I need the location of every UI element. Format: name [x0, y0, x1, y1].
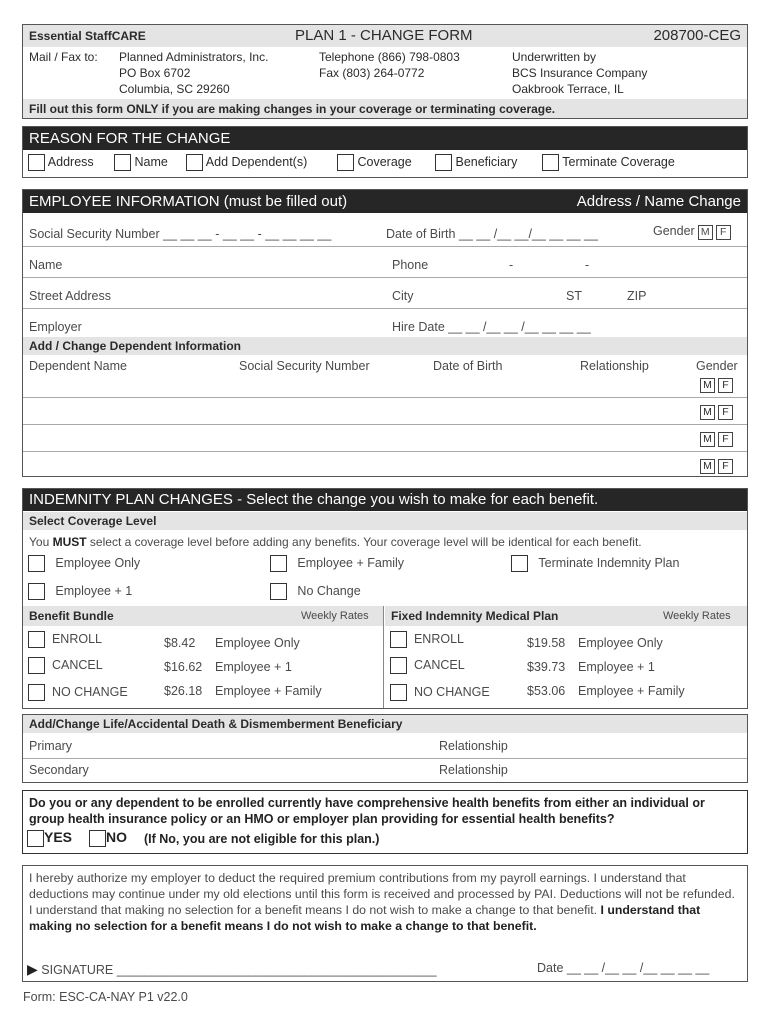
name-checkbox[interactable]: [114, 154, 131, 171]
dependent-row-2-gender: [697, 404, 733, 420]
employee-title: EMPLOYEE INFORMATION (must be filled out): [29, 193, 348, 210]
underwriter-line-2: BCS Insurance Company: [512, 66, 648, 80]
fixed-price-1: $19.58: [527, 636, 566, 650]
reason-option-coverage[interactable]: Coverage: [337, 154, 412, 171]
form-code: 208700-CEG: [653, 27, 741, 44]
dependent-name-header: Dependent Name: [29, 359, 127, 373]
bundle-no-change[interactable]: NO CHANGE: [28, 684, 128, 701]
gender-m-box[interactable]: M: [700, 405, 715, 420]
gender-m-box[interactable]: M: [700, 432, 715, 447]
beneficiary-checkbox[interactable]: [435, 154, 452, 171]
secondary-relationship-field[interactable]: Relationship: [439, 763, 508, 777]
arrow-right-icon: ▶: [27, 961, 38, 977]
form-footer: Form: ESC-CA-NAY P1 v22.0: [23, 990, 188, 1004]
benefit-bundle-title: Benefit Bundle: [29, 609, 114, 623]
gender-m-box[interactable]: M: [698, 225, 713, 240]
bundle-price-2: $16.62: [164, 660, 203, 674]
terminate-plan-checkbox[interactable]: [511, 555, 528, 572]
fixed-tier-3: Employee + Family: [578, 684, 685, 698]
bundle-cancel[interactable]: CANCEL: [28, 657, 103, 674]
state-field[interactable]: ST: [566, 289, 582, 303]
company-name: Essential StaffCARE: [29, 29, 146, 43]
employee-only-checkbox[interactable]: [28, 555, 45, 572]
name-field[interactable]: Name: [29, 258, 63, 272]
primary-relationship-field[interactable]: Relationship: [439, 739, 508, 753]
authorization-section: [22, 865, 748, 982]
dependent-row-divider: [23, 397, 747, 398]
underwriter-line-3: Oakbrook Terrace, IL: [512, 82, 624, 96]
employer-field[interactable]: Employer: [29, 320, 82, 334]
fixed-no-change[interactable]: NO CHANGE: [390, 684, 490, 701]
no-change-checkbox[interactable]: [270, 583, 287, 600]
column-divider: [383, 606, 384, 708]
fixed-no-change-checkbox[interactable]: [390, 684, 407, 701]
dependent-gender-header: Gender: [696, 359, 738, 373]
street-field[interactable]: Street Address: [29, 289, 111, 303]
bundle-no-change-checkbox[interactable]: [28, 684, 45, 701]
ssn-field[interactable]: Social Security Number __ __ __ - __ __ - __ __ __ __: [29, 227, 332, 241]
divider: [23, 758, 747, 759]
reason-option-terminate[interactable]: Terminate Coverage: [542, 154, 675, 171]
primary-field[interactable]: Primary: [29, 739, 73, 753]
add-dependent-checkbox[interactable]: [186, 154, 203, 171]
dependent-row-divider: [23, 451, 747, 452]
dependent-ssn-header: Social Security Number: [239, 359, 370, 373]
phone-line-2: Fax (803) 264-0772: [319, 66, 425, 80]
hire-date-field[interactable]: Hire Date __ __ /__ __ /__ __ __ __: [392, 320, 591, 334]
signature-line[interactable]: ▶ SIGNATURE ______________________________________________: [27, 961, 437, 977]
underwriter-line-1: Underwritten by: [512, 50, 597, 64]
mail-line-2: PO Box 6702: [119, 66, 191, 80]
employee-plus-one-checkbox[interactable]: [28, 583, 45, 600]
employee-family-checkbox[interactable]: [270, 555, 287, 572]
bundle-tier-3: Employee + Family: [215, 684, 322, 698]
dependent-dob-header: Date of Birth: [433, 359, 503, 373]
mail-label: Mail / Fax to:: [29, 50, 98, 64]
phone-dash-2: -: [585, 258, 590, 272]
zip-field[interactable]: ZIP: [627, 289, 647, 303]
coverage-instruction: You MUST select a coverage level before adding any benefits. Your coverage level will be identical for each benefit.: [29, 535, 642, 549]
cov-no-change[interactable]: No Change: [270, 583, 361, 600]
authorization-text: I hereby authorize my employer to deduct the required premium contributions from my payroll earnings. I understand that deductions may continue under my old elections until this form is received and processed by PAI. Deductions will not be refunded. I understand that making no selection for a benefit means I do not wish to make a change to that benefit. I understand that making no selection for a benefit means I do not wish to make a change to that benefit.: [29, 871, 735, 933]
bundle-cancel-checkbox[interactable]: [28, 657, 45, 674]
fixed-plan-rates: Weekly Rates: [663, 610, 731, 622]
mail-line-1: Planned Administrators, Inc.: [119, 50, 269, 64]
terminate-coverage-checkbox[interactable]: [542, 154, 559, 171]
eligibility-note: (If No, you are not eligible for this plan.): [144, 832, 380, 846]
beneficiary-title: Add/Change Life/Accidental Death & Dismemberment Beneficiary: [29, 717, 403, 731]
fixed-plan-title: Fixed Indemnity Medical Plan: [391, 609, 559, 623]
dependent-row-1-gender: [697, 377, 733, 393]
phone-field[interactable]: Phone: [392, 258, 429, 272]
bundle-tier-2: Employee + 1: [215, 660, 292, 674]
reason-section: [22, 126, 748, 178]
fixed-enroll[interactable]: ENROLL: [390, 631, 464, 648]
coverage-level-title: Select Coverage Level: [29, 514, 157, 528]
bundle-price-1: $8.42: [164, 636, 196, 650]
indemnity-section: [22, 488, 748, 709]
dob-field[interactable]: Date of Birth __ __ /__ __/__ __ __ __: [386, 227, 598, 241]
cov-employee-family[interactable]: Employee + Family: [270, 555, 404, 572]
yes-checkbox[interactable]: [27, 830, 44, 847]
cov-employee-plus-one[interactable]: Employee + 1: [28, 583, 132, 600]
reason-title: REASON FOR THE CHANGE: [29, 130, 231, 147]
cov-terminate[interactable]: Terminate Indemnity Plan: [511, 555, 679, 572]
health-question: Do you or any dependent to be enrolled currently have comprehensive health benefits from either an individual or group health insurance policy or an HMO or employer plan providing for essential health benefits?: [29, 796, 705, 826]
bundle-price-3: $26.18: [164, 684, 203, 698]
employee-title-right: Address / Name Change: [576, 193, 741, 210]
address-checkbox[interactable]: [28, 154, 45, 171]
gender-f-box[interactable]: F: [718, 459, 733, 474]
dependent-row-divider: [23, 424, 747, 425]
gender-m-box[interactable]: M: [700, 459, 715, 474]
divider: [23, 277, 747, 278]
bundle-tier-1: Employee Only: [215, 636, 300, 650]
no-checkbox[interactable]: [89, 830, 106, 847]
gender-f-box[interactable]: F: [716, 225, 731, 240]
fixed-price-2: $39.73: [527, 660, 566, 674]
reason-option-add-dependent[interactable]: Add Dependent(s): [186, 154, 307, 171]
city-field[interactable]: City: [392, 289, 414, 303]
fixed-tier-1: Employee Only: [578, 636, 663, 650]
divider: [23, 308, 747, 309]
cov-employee-only[interactable]: Employee Only: [28, 555, 140, 572]
mail-line-3: Columbia, SC 29260: [119, 82, 230, 96]
employee-section: [22, 189, 748, 477]
fixed-cancel[interactable]: CANCEL: [390, 657, 465, 674]
health-question-section: [22, 790, 748, 854]
fixed-price-3: $53.06: [527, 684, 566, 698]
gender-f-box[interactable]: F: [718, 378, 733, 393]
dependent-relationship-header: Relationship: [580, 359, 649, 373]
indemnity-title: INDEMNITY PLAN CHANGES - Select the change you wish to make for each benefit.: [29, 491, 599, 508]
reason-option-beneficiary[interactable]: Beneficiary: [435, 154, 517, 171]
fixed-tier-2: Employee + 1: [578, 660, 655, 674]
reason-option-name[interactable]: Name: [114, 154, 168, 171]
secondary-field[interactable]: Secondary: [29, 763, 89, 777]
no-option[interactable]: NO: [89, 829, 127, 847]
phone-dash-1: -: [509, 258, 514, 272]
benefit-bundle-rates: Weekly Rates: [301, 610, 369, 622]
gender-label: Gender M F: [653, 224, 731, 240]
gender-m-box[interactable]: M: [700, 378, 715, 393]
fixed-cancel-checkbox[interactable]: [390, 657, 407, 674]
fixed-enroll-checkbox[interactable]: [390, 631, 407, 648]
dependent-row-4-gender: [697, 458, 733, 474]
header-box: [22, 24, 748, 119]
bundle-enroll[interactable]: ENROLL: [28, 631, 102, 648]
form-title: PLAN 1 - CHANGE FORM: [295, 27, 473, 44]
instruction-text: Fill out this form ONLY if you are making changes in your coverage or terminating coverage.: [29, 102, 556, 116]
gender-f-box[interactable]: F: [718, 432, 733, 447]
gender-f-box[interactable]: F: [718, 405, 733, 420]
divider: [23, 246, 747, 247]
dependent-row-3-gender: [697, 431, 733, 447]
yes-option[interactable]: YES: [27, 829, 72, 847]
reason-option-address[interactable]: Address: [28, 154, 94, 171]
beneficiary-section: [22, 714, 748, 783]
dependents-title: Add / Change Dependent Information: [29, 339, 241, 353]
bundle-enroll-checkbox[interactable]: [28, 631, 45, 648]
date-field[interactable]: Date __ __ /__ __ /__ __ __ __: [537, 961, 710, 975]
phone-line-1: Telephone (866) 798-0803: [319, 50, 460, 64]
coverage-checkbox[interactable]: [337, 154, 354, 171]
